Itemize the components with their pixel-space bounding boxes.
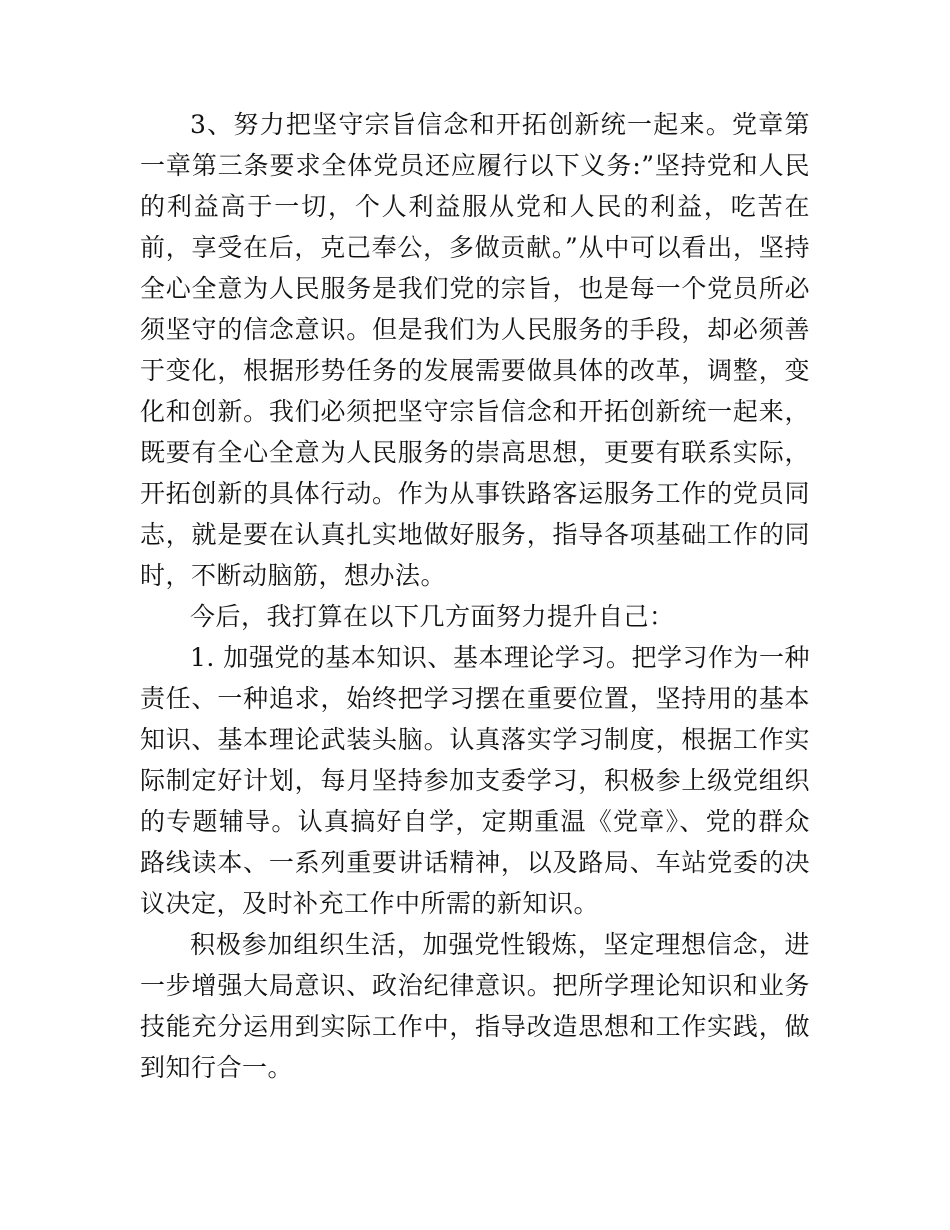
paragraph-organization-life: 积极参加组织生活，加强党性锻炼，坚定理想信念，进一步增强大局意识、政治纪律意识。把所学理论知识和业务技能充分运用到实际工作中，指导改造思想和工作实践，做到知行合一。 [140, 930, 810, 1082]
paragraph-plan-intro: 今后，我打算在以下几方面努力提升自己： [190, 602, 675, 631]
document-body [140, 104, 810, 1088]
paragraph-study-plan: 1. 加强党的基本知识、基本理论学习。把学习作为一种责任、一种追求，始终把学习摆在重要位置，坚持用的基本知识、基本理论武装头脑。认真落实学习制度，根据工作实际制定好计划，每月坚持参加支委学习，积极参上级党组织的专题辅导。认真搞好自学，定期重温《党章》、党的群众路线读本、一系列重要讲话精神，以及路局、车站党委的决议决定，及时补充工作中所需的新知识。 [140, 643, 810, 918]
paragraph-principle-innovation: 3、努力把坚守宗旨信念和开拓创新统一起来。党章第一章第三条要求全体党员还应履行以下义务:”坚持党和人民的利益高于一切，个人利益服从党和人民的利益，吃苦在前，享受在后，克己奉公，多做贡献。”从中可以看出，坚持全心全意为人民服务是我们党的宗旨，也是每一个党员所必须坚守的信念意识。但是我们为人民服务的手段，却必须善于变化，根据形势任务的发展需要做具体的改革，调整，变化和创新。我们必须把坚守宗旨信念和开拓创新统一起来，既要有全心全意为人民服务的崇高思想，更要有联系实际，开拓创新的具体行动。作为从事铁路客运服务工作的党员同志，就是要在认真扎实地做好服务，指导各项基础工作的同时，不断动脑筋，想办法。 [140, 110, 810, 590]
